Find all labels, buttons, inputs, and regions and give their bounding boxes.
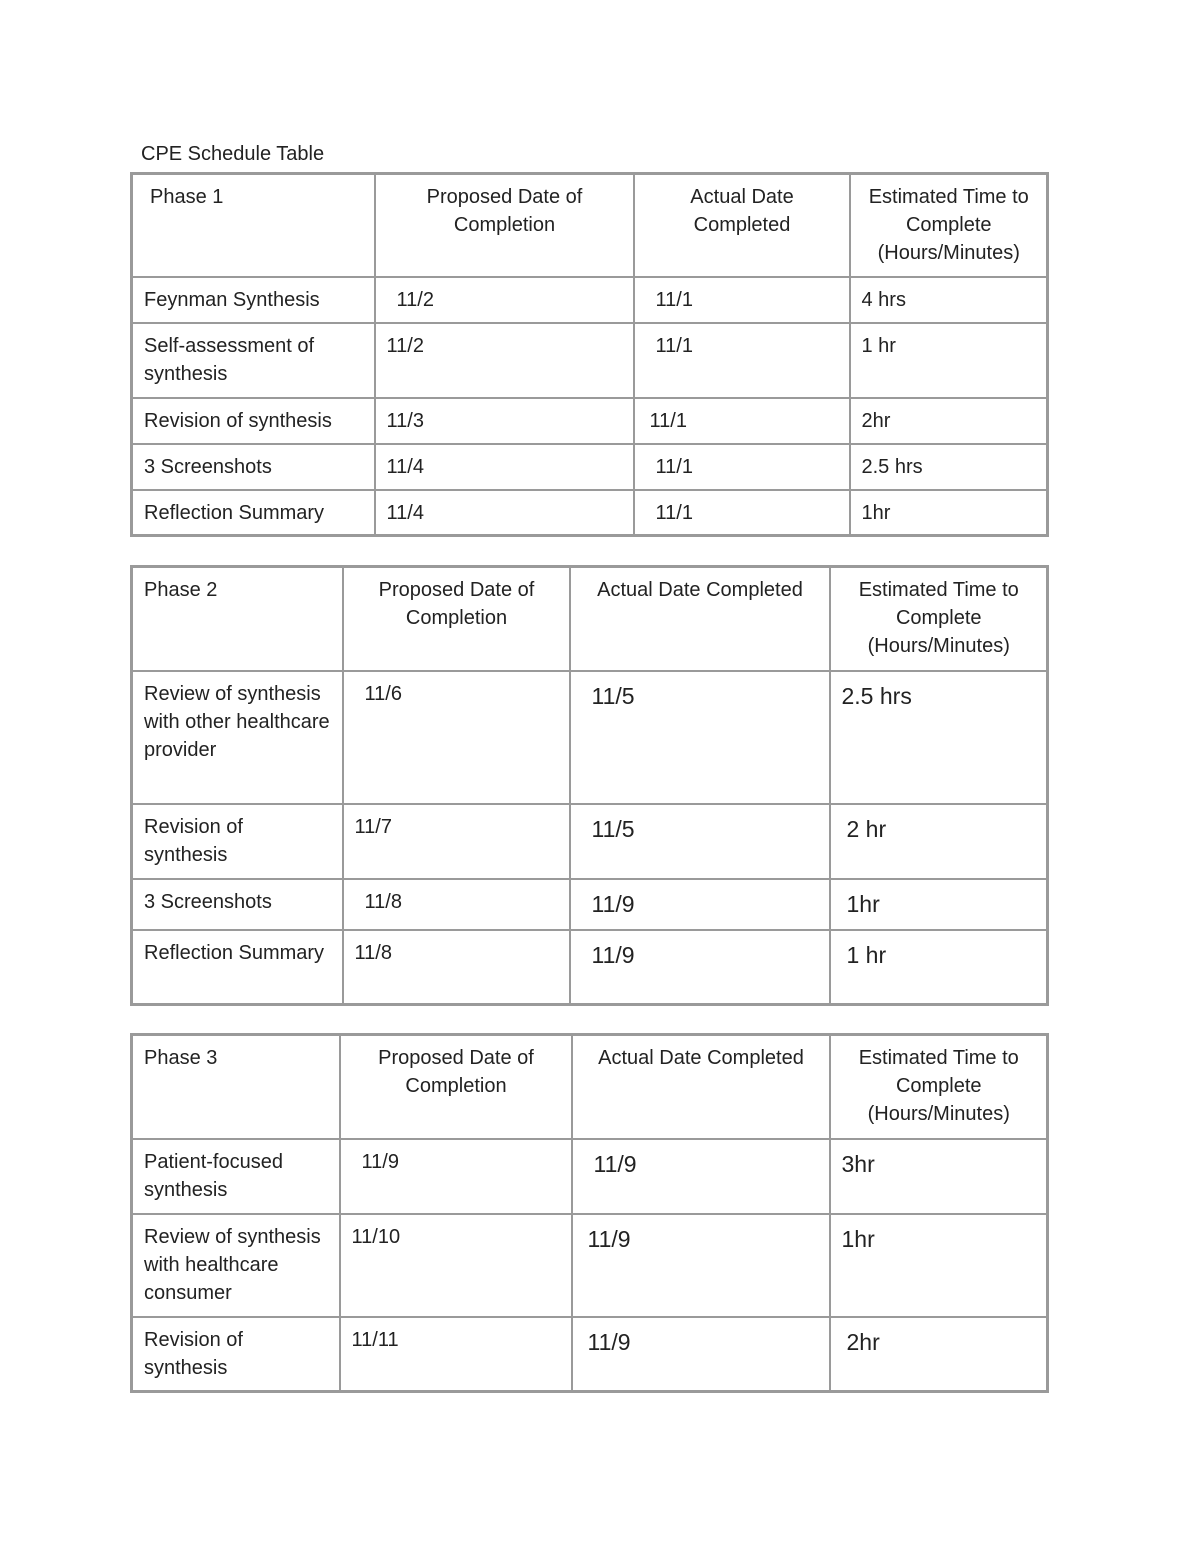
table-row: [132, 671, 1048, 804]
header-phase: Phase 1: [132, 174, 375, 277]
actual-date-cell: 11/5: [570, 804, 830, 879]
table-row: [132, 1317, 1048, 1392]
header-actual-date: Actual Date Completed: [572, 1035, 830, 1139]
estimated-time-cell: 2.5 hrs: [830, 671, 1048, 804]
table-row: [132, 1139, 1048, 1214]
phase-3-table: [130, 1033, 1049, 1393]
estimated-time-cell: 1 hr: [850, 323, 1048, 398]
actual-date-cell: 11/1: [634, 323, 850, 398]
task-cell: Reflection Summary: [132, 490, 375, 536]
estimated-time-cell: 2.5 hrs: [850, 444, 1048, 490]
table-header-row: [132, 1035, 1048, 1139]
actual-date-cell: 11/1: [634, 490, 850, 536]
proposed-date-cell: 11/8: [343, 879, 570, 930]
task-cell: Self-assessment of synthesis: [132, 323, 375, 398]
header-estimated-time: Estimated Time to Complete (Hours/Minutes): [830, 1035, 1048, 1139]
phase-1-table: [130, 172, 1049, 537]
estimated-time-cell: 4 hrs: [850, 277, 1048, 323]
header-estimated-time: Estimated Time to Complete (Hours/Minutes): [830, 567, 1048, 671]
estimated-time-cell: 2hr: [850, 398, 1048, 444]
task-cell: Reflection Summary: [132, 930, 343, 1005]
proposed-date-cell: 11/2: [375, 323, 634, 398]
header-phase: Phase 2: [132, 567, 343, 671]
estimated-time-cell: 1hr: [850, 490, 1048, 536]
proposed-date-cell: 11/7: [343, 804, 570, 879]
header-actual-date: Actual Date Completed: [570, 567, 830, 671]
proposed-date-cell: 11/8: [343, 930, 570, 1005]
actual-date-cell: 11/1: [634, 444, 850, 490]
estimated-time-cell: 1 hr: [830, 930, 1048, 1005]
task-cell: Revision of synthesis: [132, 398, 375, 444]
actual-date-cell: 11/1: [634, 277, 850, 323]
table-row: [132, 323, 1048, 398]
table-row: [132, 277, 1048, 323]
header-estimated-time: Estimated Time to Complete (Hours/Minutes): [850, 174, 1048, 277]
header-proposed-date: Proposed Date of Completion: [343, 567, 570, 671]
proposed-date-cell: 11/4: [375, 490, 634, 536]
actual-date-cell: 11/9: [572, 1139, 830, 1214]
proposed-date-cell: 11/11: [340, 1317, 572, 1392]
table-row: [132, 879, 1048, 930]
proposed-date-cell: 11/10: [340, 1214, 572, 1317]
table-row: [132, 804, 1048, 879]
task-cell: 3 Screenshots: [132, 879, 343, 930]
actual-date-cell: 11/9: [570, 930, 830, 1005]
task-cell: Revision of synthesis: [132, 804, 343, 879]
proposed-date-cell: 11/4: [375, 444, 634, 490]
estimated-time-cell: 2hr: [830, 1317, 1048, 1392]
estimated-time-cell: 2 hr: [830, 804, 1048, 879]
task-cell: Patient-focused synthesis: [132, 1139, 340, 1214]
table-header-row: [132, 174, 1048, 277]
header-phase: Phase 3: [132, 1035, 340, 1139]
page-title: CPE Schedule Table: [141, 143, 325, 165]
header-actual-date: Actual Date Completed: [634, 174, 850, 277]
actual-date-cell: 11/9: [572, 1317, 830, 1392]
proposed-date-cell: 11/9: [340, 1139, 572, 1214]
task-cell: Revision of synthesis: [132, 1317, 340, 1392]
header-proposed-date: Proposed Date of Completion: [375, 174, 634, 277]
estimated-time-cell: 1hr: [830, 879, 1048, 930]
proposed-date-cell: 11/6: [343, 671, 570, 804]
estimated-time-cell: 1hr: [830, 1214, 1048, 1317]
task-cell: Feynman Synthesis: [132, 277, 375, 323]
proposed-date-cell: 11/2: [375, 277, 634, 323]
table-row: [132, 444, 1048, 490]
table-row: [132, 930, 1048, 1005]
actual-date-cell: 11/1: [634, 398, 850, 444]
task-cell: Review of synthesis with healthcare consumer: [132, 1214, 340, 1317]
table-row: [132, 398, 1048, 444]
actual-date-cell: 11/9: [570, 879, 830, 930]
actual-date-cell: 11/5: [570, 671, 830, 804]
phase-2-table: [130, 565, 1049, 1006]
header-proposed-date: Proposed Date of Completion: [340, 1035, 572, 1139]
estimated-time-cell: 3hr: [830, 1139, 1048, 1214]
proposed-date-cell: 11/3: [375, 398, 634, 444]
table-row: [132, 1214, 1048, 1317]
table-row: [132, 490, 1048, 536]
task-cell: 3 Screenshots: [132, 444, 375, 490]
task-cell: Review of synthesis with other healthcare provider: [132, 671, 343, 804]
table-header-row: [132, 567, 1048, 671]
actual-date-cell: 11/9: [572, 1214, 830, 1317]
